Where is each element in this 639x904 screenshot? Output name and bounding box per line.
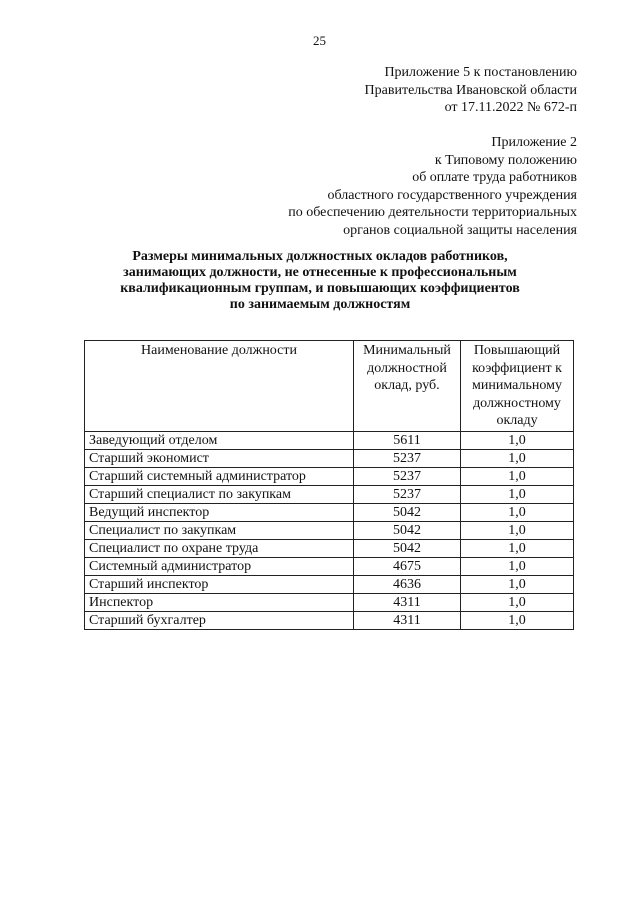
cell-min-salary: 5042: [354, 503, 461, 521]
cell-position-name: Старший системный администратор: [85, 467, 354, 485]
cell-min-salary: 5237: [354, 485, 461, 503]
table-body: [85, 431, 574, 629]
cell-position-name: Специалист по охране труда: [85, 539, 354, 557]
table-row: [85, 611, 574, 629]
cell-min-salary: 4311: [354, 593, 461, 611]
cell-position-name: Ведущий инспектор: [85, 503, 354, 521]
salary-table: [84, 340, 574, 630]
cell-coefficient: 1,0: [461, 449, 574, 467]
header-increase-coefficient: Повышающий коэффициент к минимальному должностному окладу: [461, 341, 574, 432]
title-line: занимающих должности, не отнесенные к профессиональным: [123, 265, 517, 280]
appendix-2-line: Приложение 2: [491, 135, 577, 150]
cell-min-salary: 5042: [354, 539, 461, 557]
appendix-5-reference: [365, 64, 577, 117]
table-row: [85, 467, 574, 485]
cell-position-name: Старший экономист: [85, 449, 354, 467]
cell-min-salary: 5611: [354, 431, 461, 449]
cell-min-salary: 5237: [354, 449, 461, 467]
table-row: [85, 431, 574, 449]
table-row: [85, 557, 574, 575]
cell-coefficient: 1,0: [461, 467, 574, 485]
cell-coefficient: 1,0: [461, 485, 574, 503]
cell-position-name: Специалист по закупкам: [85, 521, 354, 539]
cell-min-salary: 4675: [354, 557, 461, 575]
cell-position-name: Системный администратор: [85, 557, 354, 575]
cell-coefficient: 1,0: [461, 557, 574, 575]
cell-position-name: Старший бухгалтер: [85, 611, 354, 629]
cell-min-salary: 5237: [354, 467, 461, 485]
title-line: по занимаемым должностям: [229, 297, 411, 312]
cell-position-name: Старший инспектор: [85, 575, 354, 593]
cell-coefficient: 1,0: [461, 521, 574, 539]
table-header-row: [85, 341, 574, 432]
appendix-2-line: к Типовому положению: [434, 152, 577, 168]
cell-coefficient: 1,0: [461, 503, 574, 521]
table-row: [85, 521, 574, 539]
cell-coefficient: 1,0: [461, 431, 574, 449]
appendix-5-line: Приложение 5 к постановлению: [384, 65, 577, 80]
title-line: квалификационным группам, и повышающих коэффициентов: [120, 281, 520, 296]
table-row: [85, 485, 574, 503]
appendix-2-line: об оплате труда работников: [412, 170, 577, 185]
appendix-2-line: органов социальной защиты населения: [343, 222, 577, 238]
header-position-name: Наименование должности: [85, 341, 354, 432]
cell-position-name: Старший специалист по закупкам: [85, 485, 354, 503]
appendix-2-line: по обеспечению деятельности территориальных: [288, 205, 577, 220]
cell-position-name: Заведующий отделом: [85, 431, 354, 449]
title-line: Размеры минимальных должностных окладов работников,: [132, 249, 508, 264]
table-row: [85, 593, 574, 611]
cell-min-salary: 4311: [354, 611, 461, 629]
appendix-2-line: областного государственного учреждения: [327, 187, 577, 203]
cell-position-name: Инспектор: [85, 593, 354, 611]
header-min-salary: Минимальный должностной оклад, руб.: [354, 341, 461, 432]
document-title: [60, 249, 580, 313]
table-row: [85, 449, 574, 467]
cell-min-salary: 5042: [354, 521, 461, 539]
appendix-2-reference: [288, 134, 577, 239]
cell-coefficient: 1,0: [461, 611, 574, 629]
cell-coefficient: 1,0: [461, 539, 574, 557]
cell-min-salary: 4636: [354, 575, 461, 593]
cell-coefficient: 1,0: [461, 593, 574, 611]
cell-coefficient: 1,0: [461, 575, 574, 593]
table-row: [85, 575, 574, 593]
table-row: [85, 539, 574, 557]
appendix-5-line: от 17.11.2022 № 672-п: [444, 100, 577, 115]
appendix-5-line: Правительства Ивановской области: [364, 82, 577, 98]
table-row: [85, 503, 574, 521]
page-number: 25: [313, 33, 326, 48]
